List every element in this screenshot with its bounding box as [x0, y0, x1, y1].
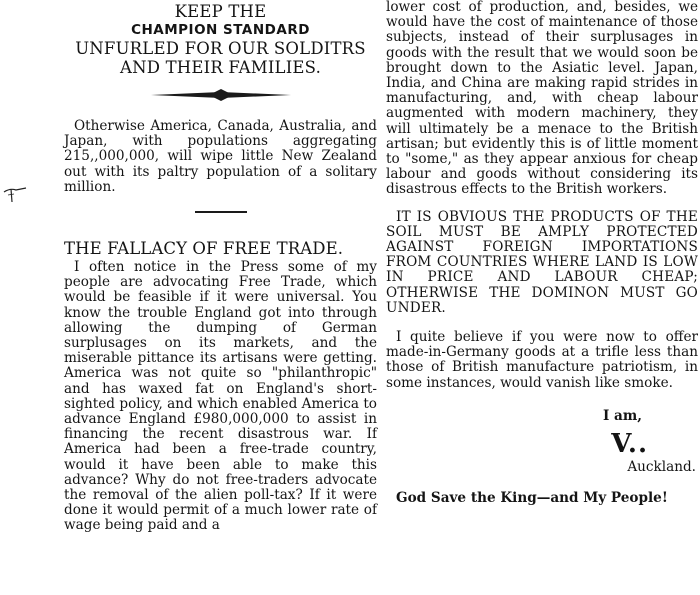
short-rule-divider	[195, 211, 247, 213]
diamond-rule-divider	[151, 89, 291, 101]
paragraph-caps-obvious: IT IS OBVIOUS THE PRODUCTS OF THE SOIL MUST BE AMPLY PROTECTED AGAINST FOREIGN IMPORTATIONS FROM COUNTRIES WHERE LAND IS LOW IN PRICE AND LABOUR CHEAP; OTHERWISE THE DOMINON MUST GO UNDER.	[386, 208, 698, 316]
headline-families: AND THEIR FAMILIES.	[119, 58, 322, 77]
closing-line: God Save the King—and My People!	[396, 489, 668, 506]
paragraph-otherwise: Otherwise America, Canada, Australia, and Japan, with populations aggregating 215,,000,000, will wipe little New Zealand out with its paltry population of a solitary million.	[64, 118, 377, 195]
signature-i-am: I am,	[602, 407, 642, 424]
headline-champion-standard: CHAMPION STANDARD	[131, 22, 310, 38]
right-column	[386, 0, 698, 506]
paragraph-continuation: lower cost of production, and, besides, we would have the cost of maintenance of those subjects, instead of their surplusages in goods with the result that we would soon be brought down to the Asiatic level. Japan, India, and China are making rapid strides in manufacturing, and, with cheap labour augmented with modern machinery, they will ultimately be a menace to the British artisan; but evidently this is of little moment to "some," as they appear anxious for cheap labour and goods without considering its disastrous effects to the British workers.	[386, 0, 698, 198]
headline-keep-the: KEEP THE	[174, 2, 267, 21]
left-column	[64, 2, 377, 534]
signature-initial: V..	[611, 428, 648, 459]
headline-unfurled: UNFURLED FOR OUR SOLDITRS	[75, 39, 366, 58]
paragraph-fallacy: I often notice in the Press some of my people are advocating Free Trade, which would be feasible if it were universal. You know the trouble England got into through allowing the dumping of German surplusages on its markets, and the miserable pittance its artisans were getting. America was not quite so "philanthropic" and has waxed fat on England's short-sighted policy, and which enabled America to advance England £980,000,000 to assist in financing the recent disastrous war. If America had been a free-trade country, would it have been able to make this advance? Why do not free-traders advocate the removal of the alien poll-tax? If it were done it would permit of a much lower rate of wage being paid and a	[64, 259, 377, 534]
stray-ink-mark	[2, 182, 28, 204]
paragraph-believe: I quite believe if you were now to offer made-in-Germany goods at a trifle less than those of British manufacture patriotism, in some instances, would vanish like smoke.	[386, 329, 698, 391]
fallacy-heading: THE FALLACY OF FREE TRADE.	[64, 239, 344, 259]
signature-place: Auckland.	[627, 458, 696, 475]
